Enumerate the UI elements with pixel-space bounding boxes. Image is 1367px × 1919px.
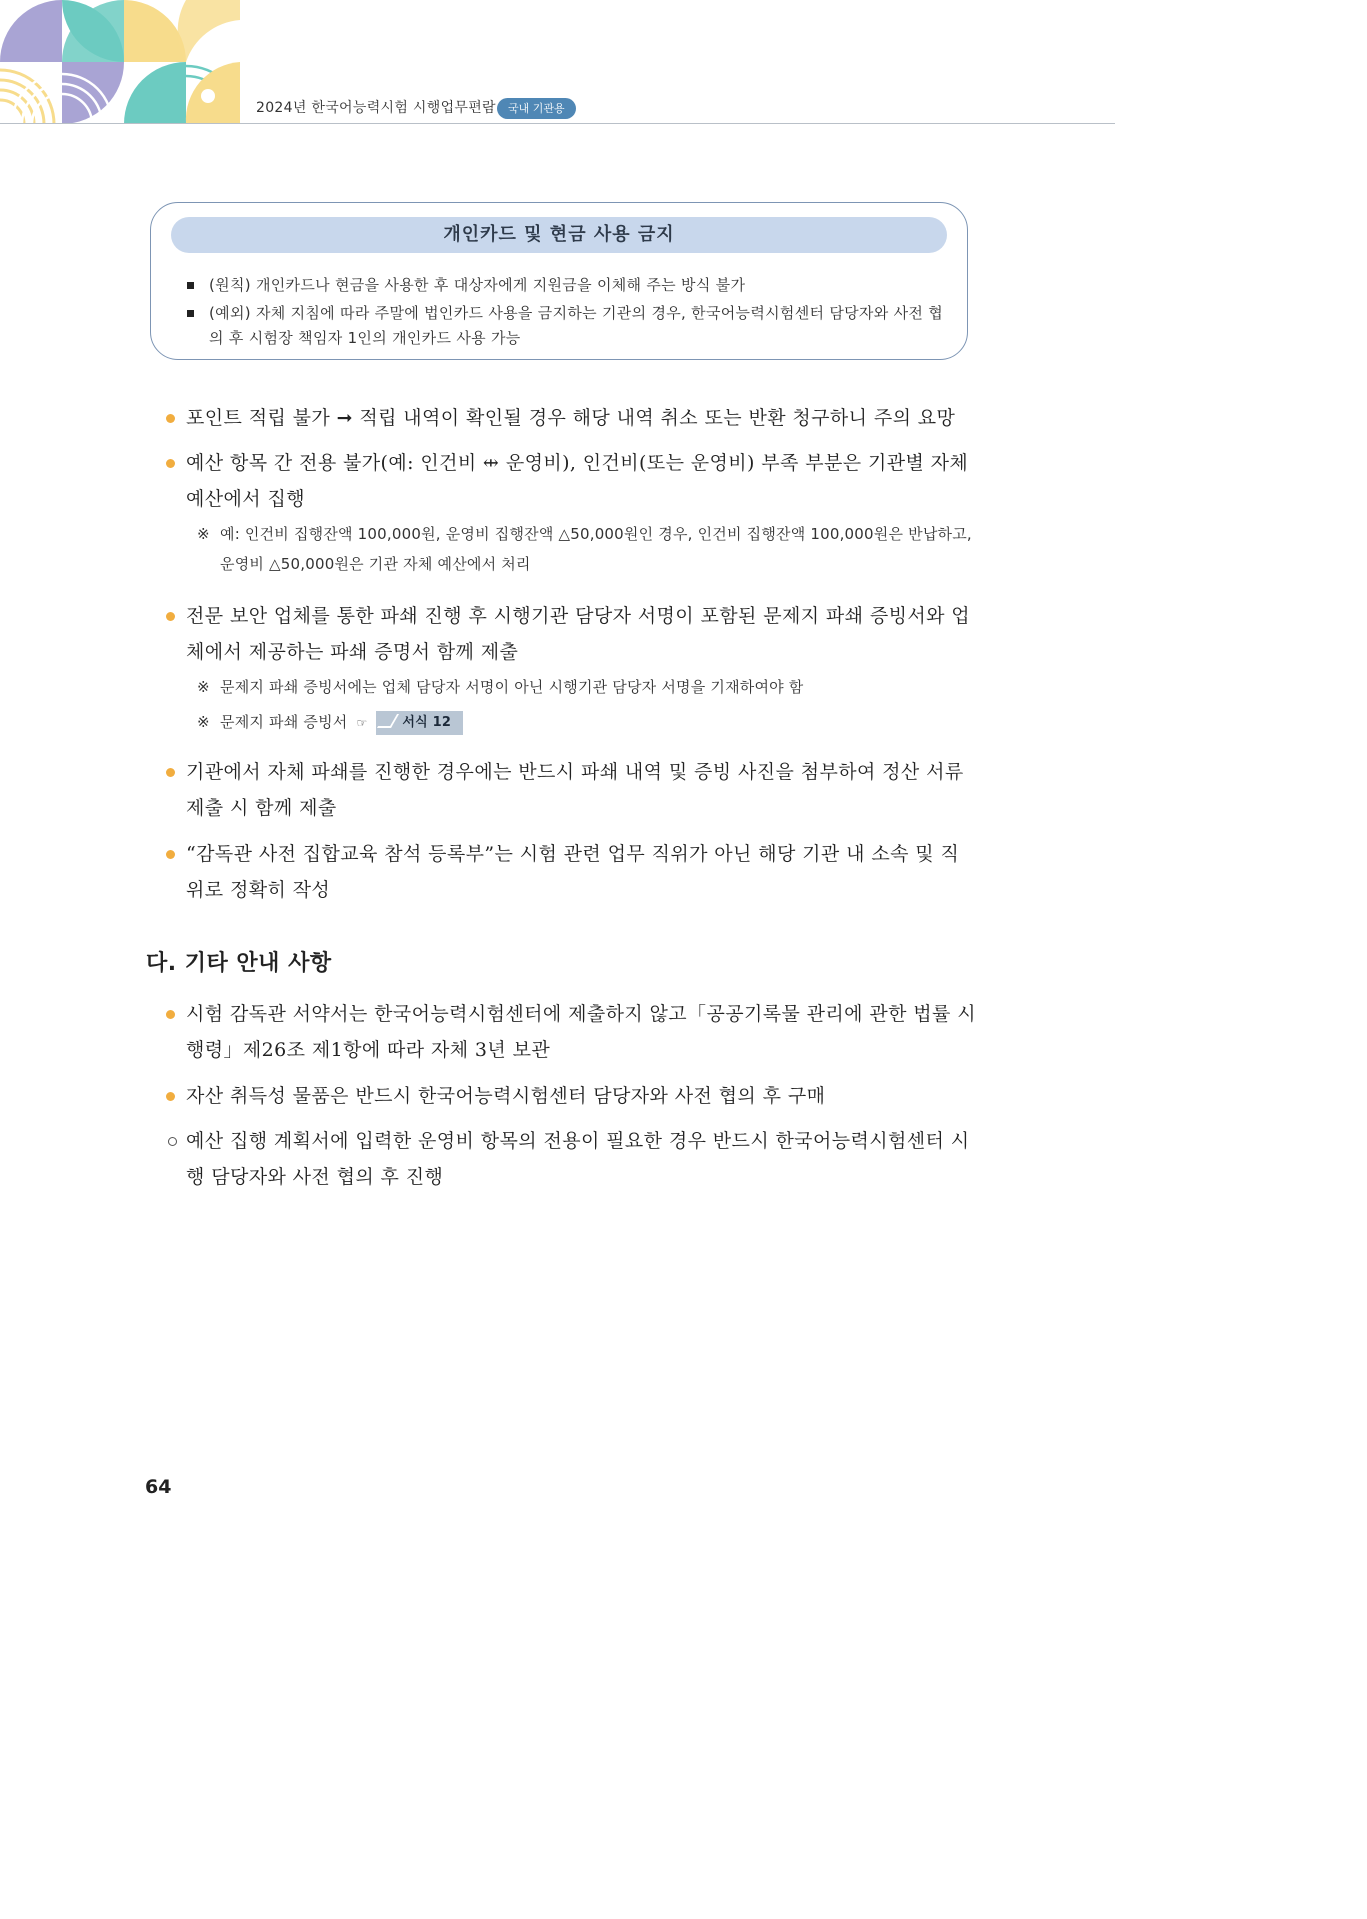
square-bullet-icon [187, 310, 194, 317]
form-reference-chip: 서식 12 [376, 711, 463, 735]
bullet-icon [166, 459, 175, 468]
sub-list-item-text: 예산 집행 계획서에 입력한 운영비 항목의 전용이 필요한 경우 반드시 한국어능력시험센터 시행 담당자와 사전 협의 후 진행 [186, 1130, 970, 1188]
header-divider [0, 123, 1115, 124]
reference-mark: ※ [197, 713, 210, 731]
list-item-text: 예산 항목 간 전용 불가(예: 인건비 ⇹ 운영비), 인건비(또는 운영비) 부족 부분은 기관별 자체 예산에서 집행 [186, 452, 969, 510]
bullet-icon [166, 1092, 175, 1101]
square-bullet-icon [187, 282, 194, 289]
sub-list-item [186, 1123, 976, 1195]
list-item-text: 자산 취득성 물품은 반드시 한국어능력시험센터 담당자와 사전 협의 후 구매 [186, 1085, 826, 1107]
note-text [197, 707, 977, 738]
list-item [186, 836, 976, 908]
notice-title: 개인카드 및 현금 사용 금지 [171, 217, 947, 253]
list-item-text: 전문 보안 업체를 통한 파쇄 진행 후 시행기관 담당자 서명이 포함된 문제지 파쇄 증빙서와 업체에서 제공하는 파쇄 증명서 함께 제출 [186, 605, 971, 663]
hollow-bullet-icon [168, 1137, 177, 1146]
list-item [186, 996, 976, 1068]
reference-mark: ※ [197, 678, 210, 696]
notice-item-text: (원칙) 개인카드나 현금을 사용한 후 대상자에게 지원금을 이체해 주는 방식 불가 [209, 276, 746, 294]
list-item [186, 598, 976, 670]
bullet-icon [166, 612, 175, 621]
bullet-icon [166, 1010, 175, 1019]
notice-box [150, 202, 968, 360]
list-item-text: 기관에서 자체 파쇄를 진행한 경우에는 반드시 파쇄 내역 및 증빙 사진을 첨부하여 정산 서류 제출 시 함께 제출 [186, 761, 964, 819]
list-item [186, 1078, 976, 1114]
notice-item [209, 273, 954, 298]
bullet-icon [166, 768, 175, 777]
note-label: 문제지 파쇄 증빙서 [220, 713, 348, 731]
reference-mark: ※ [197, 525, 210, 543]
header-decoration [0, 0, 240, 124]
section-heading: 다. 기타 안내 사항 [146, 951, 332, 976]
list-item [186, 400, 976, 436]
list-item-text: 포인트 적립 불가 ➞ 적립 내역이 확인될 경우 해당 내역 취소 또는 반환 청구하니 주의 요망 [186, 407, 956, 429]
list-item [186, 445, 976, 517]
bullet-icon [166, 850, 175, 859]
pointer-icon: ☞ [356, 716, 368, 730]
notice-item-text: (예외) 자체 지침에 따라 주말에 법인카드 사용을 금지하는 기관의 경우, 한국어능력시험센터 담당자와 사전 협의 후 시험장 책임자 1인의 개인카드 사용 가능 [209, 304, 944, 347]
notice-item [209, 301, 954, 351]
page-number: 64 [145, 1476, 172, 1498]
note-text: 예: 인건비 집행잔액 100,000원, 운영비 집행잔액 △50,000원인 경우, 인건비 집행잔액 100,000원은 반납하고, 운영비 △50,000원은 기관 자체 예산에서 처리 [220, 525, 972, 573]
note [197, 519, 977, 579]
audience-badge: 국내 기관용 [497, 98, 576, 119]
list-item-text: 시험 감독관 서약서는 한국어능력시험센터에 제출하지 않고「공공기록물 관리에 관한 법률 시행령」제26조 제1항에 따라 자체 3년 보관 [186, 1003, 977, 1061]
list-item-text: “감독관 사전 집합교육 참석 등록부”는 시험 관련 업무 직위가 아닌 해당 기관 내 소속 및 직위로 정확히 작성 [186, 843, 960, 901]
note-text: 문제지 파쇄 증빙서에는 업체 담당자 서명이 아닌 시행기관 담당자 서명을 기재하여야 함 [220, 678, 804, 696]
note [197, 672, 977, 702]
document-title: 2024년 한국어능력시험 시행업무편람 [256, 100, 496, 116]
list-item [186, 754, 976, 826]
note [197, 707, 977, 738]
bullet-icon [166, 414, 175, 423]
